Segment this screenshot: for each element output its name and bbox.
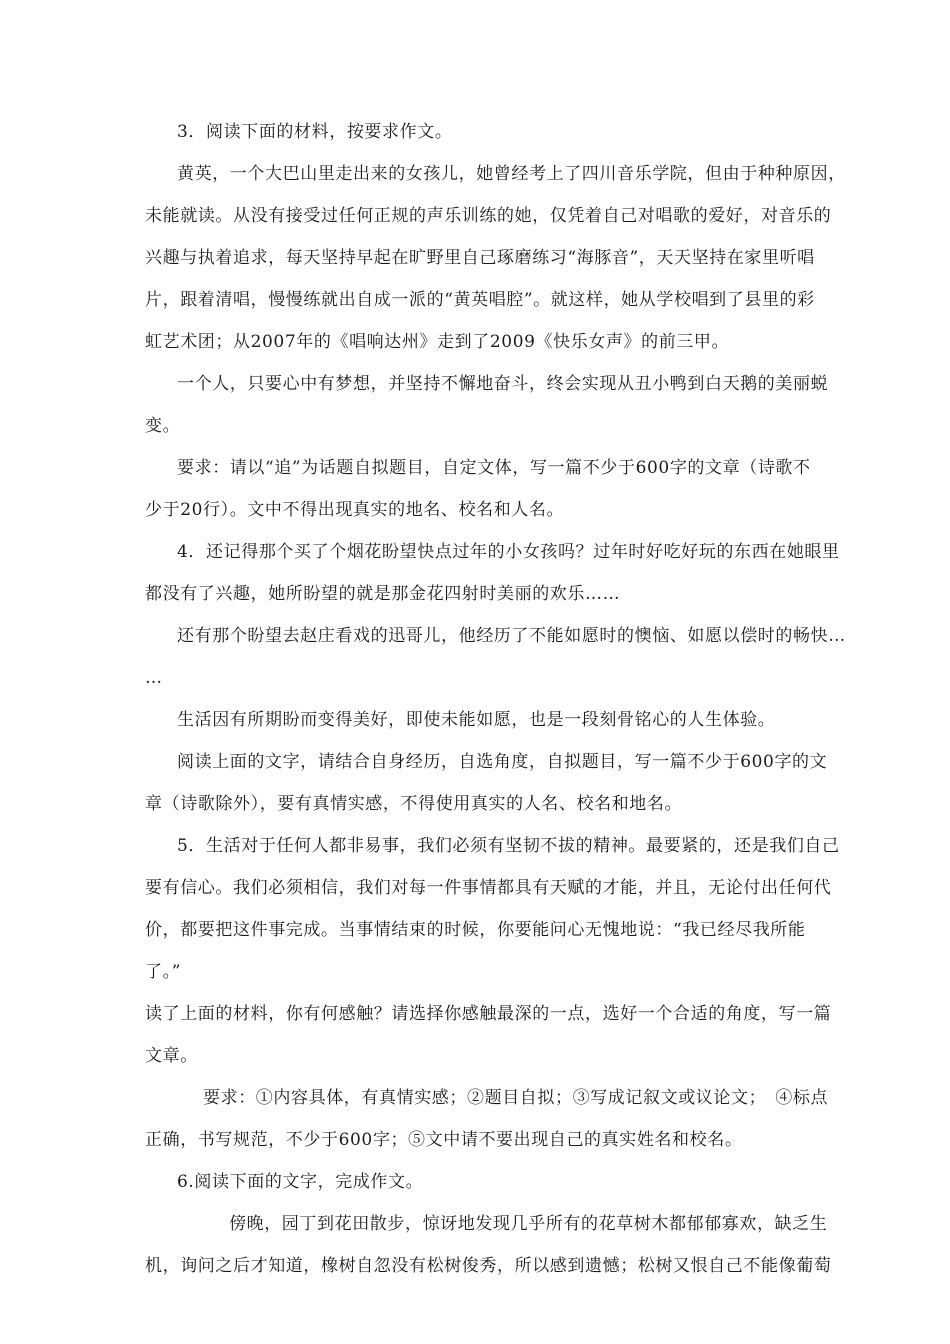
paragraph-line: 生活因有所期盼而变得美好，即使未能如愿，也是一段刻骨铭心的人生体验。 — [177, 710, 776, 730]
paragraph-line: … — [145, 668, 163, 688]
paragraph-line: 虹艺术团；从2007年的《唱响达州》走到了2009《快乐女声》的前三甲。 — [145, 332, 730, 352]
paragraph-line: 了。” — [145, 962, 181, 982]
paragraph-line: 要有信心。我们必须相信，我们对每一件事情都具有天赋的才能，并且，无论付出任何代 — [145, 878, 832, 898]
paragraph-line: 傍晚，园丁到花田散步，惊讶地发现几乎所有的花草树木都郁郁寡欢，缺乏生 — [229, 1214, 828, 1234]
paragraph-line: 机，询问之后才知道，橡树自忽没有松树俊秀，所以感到遗憾；松树又恨自己不能像葡萄 — [145, 1256, 832, 1276]
paragraph-line: 文章。 — [145, 1046, 198, 1066]
requirement-line: 少于20行）。文中不得出现真实的地名、校名和人名。 — [145, 500, 565, 520]
paragraph-line: 黄英，一个大巴山里走出来的女孩儿，她曾经考上了四川音乐学院，但由于种种原因， — [177, 164, 846, 184]
question-5-heading: 5．生活对于任何人都非易事，我们必须有坚韧不拔的精神。最要紧的，还是我们自己 — [177, 836, 840, 856]
paragraph-line: 价，都要把这件事完成。当事情结束的时候，你要能问心无愧地说：“我已经尽我所能 — [145, 920, 806, 940]
requirement-line: 要求：请以“追”为话题自拟题目，自定文体，写一篇不少于600字的文章（诗歌不 — [177, 458, 811, 478]
requirement-line: 要求：①内容具体，有真情实感；②题目自拟；③写成记叙文或议论文； ④标点 — [203, 1088, 829, 1108]
paragraph-line: 片，跟着清唱，慢慢练就出自成一派的“黄英唱腔”。就这样，她从学校唱到了县里的彩 — [145, 290, 815, 310]
requirement-line: 正确，书写规范，不少于600字；⑤文中请不要出现自己的真实姓名和校名。 — [145, 1130, 743, 1150]
paragraph-line: 读了上面的材料，你有何感触？请选择你感触最深的一点，选好一个合适的角度，写一篇 — [145, 1004, 832, 1024]
paragraph-line: 还有那个盼望去赵庄看戏的迅哥儿，他经历了不能如愿时的懊恼、如愿以偿时的畅快… — [177, 626, 846, 646]
question-3-heading: 3．阅读下面的材料，按要求作文。 — [177, 122, 453, 142]
paragraph-line: 兴趣与执着追求，每天坚持早起在旷野里自己琢磨练习“海豚音”，天天坚持在家里听唱 — [145, 248, 815, 268]
paragraph-line: 变。 — [145, 416, 181, 436]
paragraph-line: 章（诗歌除外），要有真情实感，不得使用真实的人名、校名和地名。 — [145, 794, 683, 814]
paragraph-line: 一个人，只要心中有梦想，并坚持不懈地奋斗，终会实现从丑小鸭到白天鹅的美丽蜕 — [177, 374, 829, 394]
paragraph-line: 阅读上面的文字，请结合自身经历，自选角度，自拟题目，写一篇不少于600字的文 — [177, 752, 828, 772]
question-6-heading: 6.阅读下面的文字，完成作文。 — [177, 1172, 424, 1192]
paragraph-line: 未能就读。从没有接受过任何正规的声乐训练的她，仅凭着自己对唱歌的爱好，对音乐的 — [145, 206, 832, 226]
paragraph-line: 都没有了兴趣，她所盼望的就是那金花四射时美丽的欢乐…… — [145, 584, 621, 604]
question-4-heading: 4．还记得那个买了个烟花盼望快点过年的小女孩吗？过年时好吃好玩的东西在她眼里 — [177, 542, 840, 562]
